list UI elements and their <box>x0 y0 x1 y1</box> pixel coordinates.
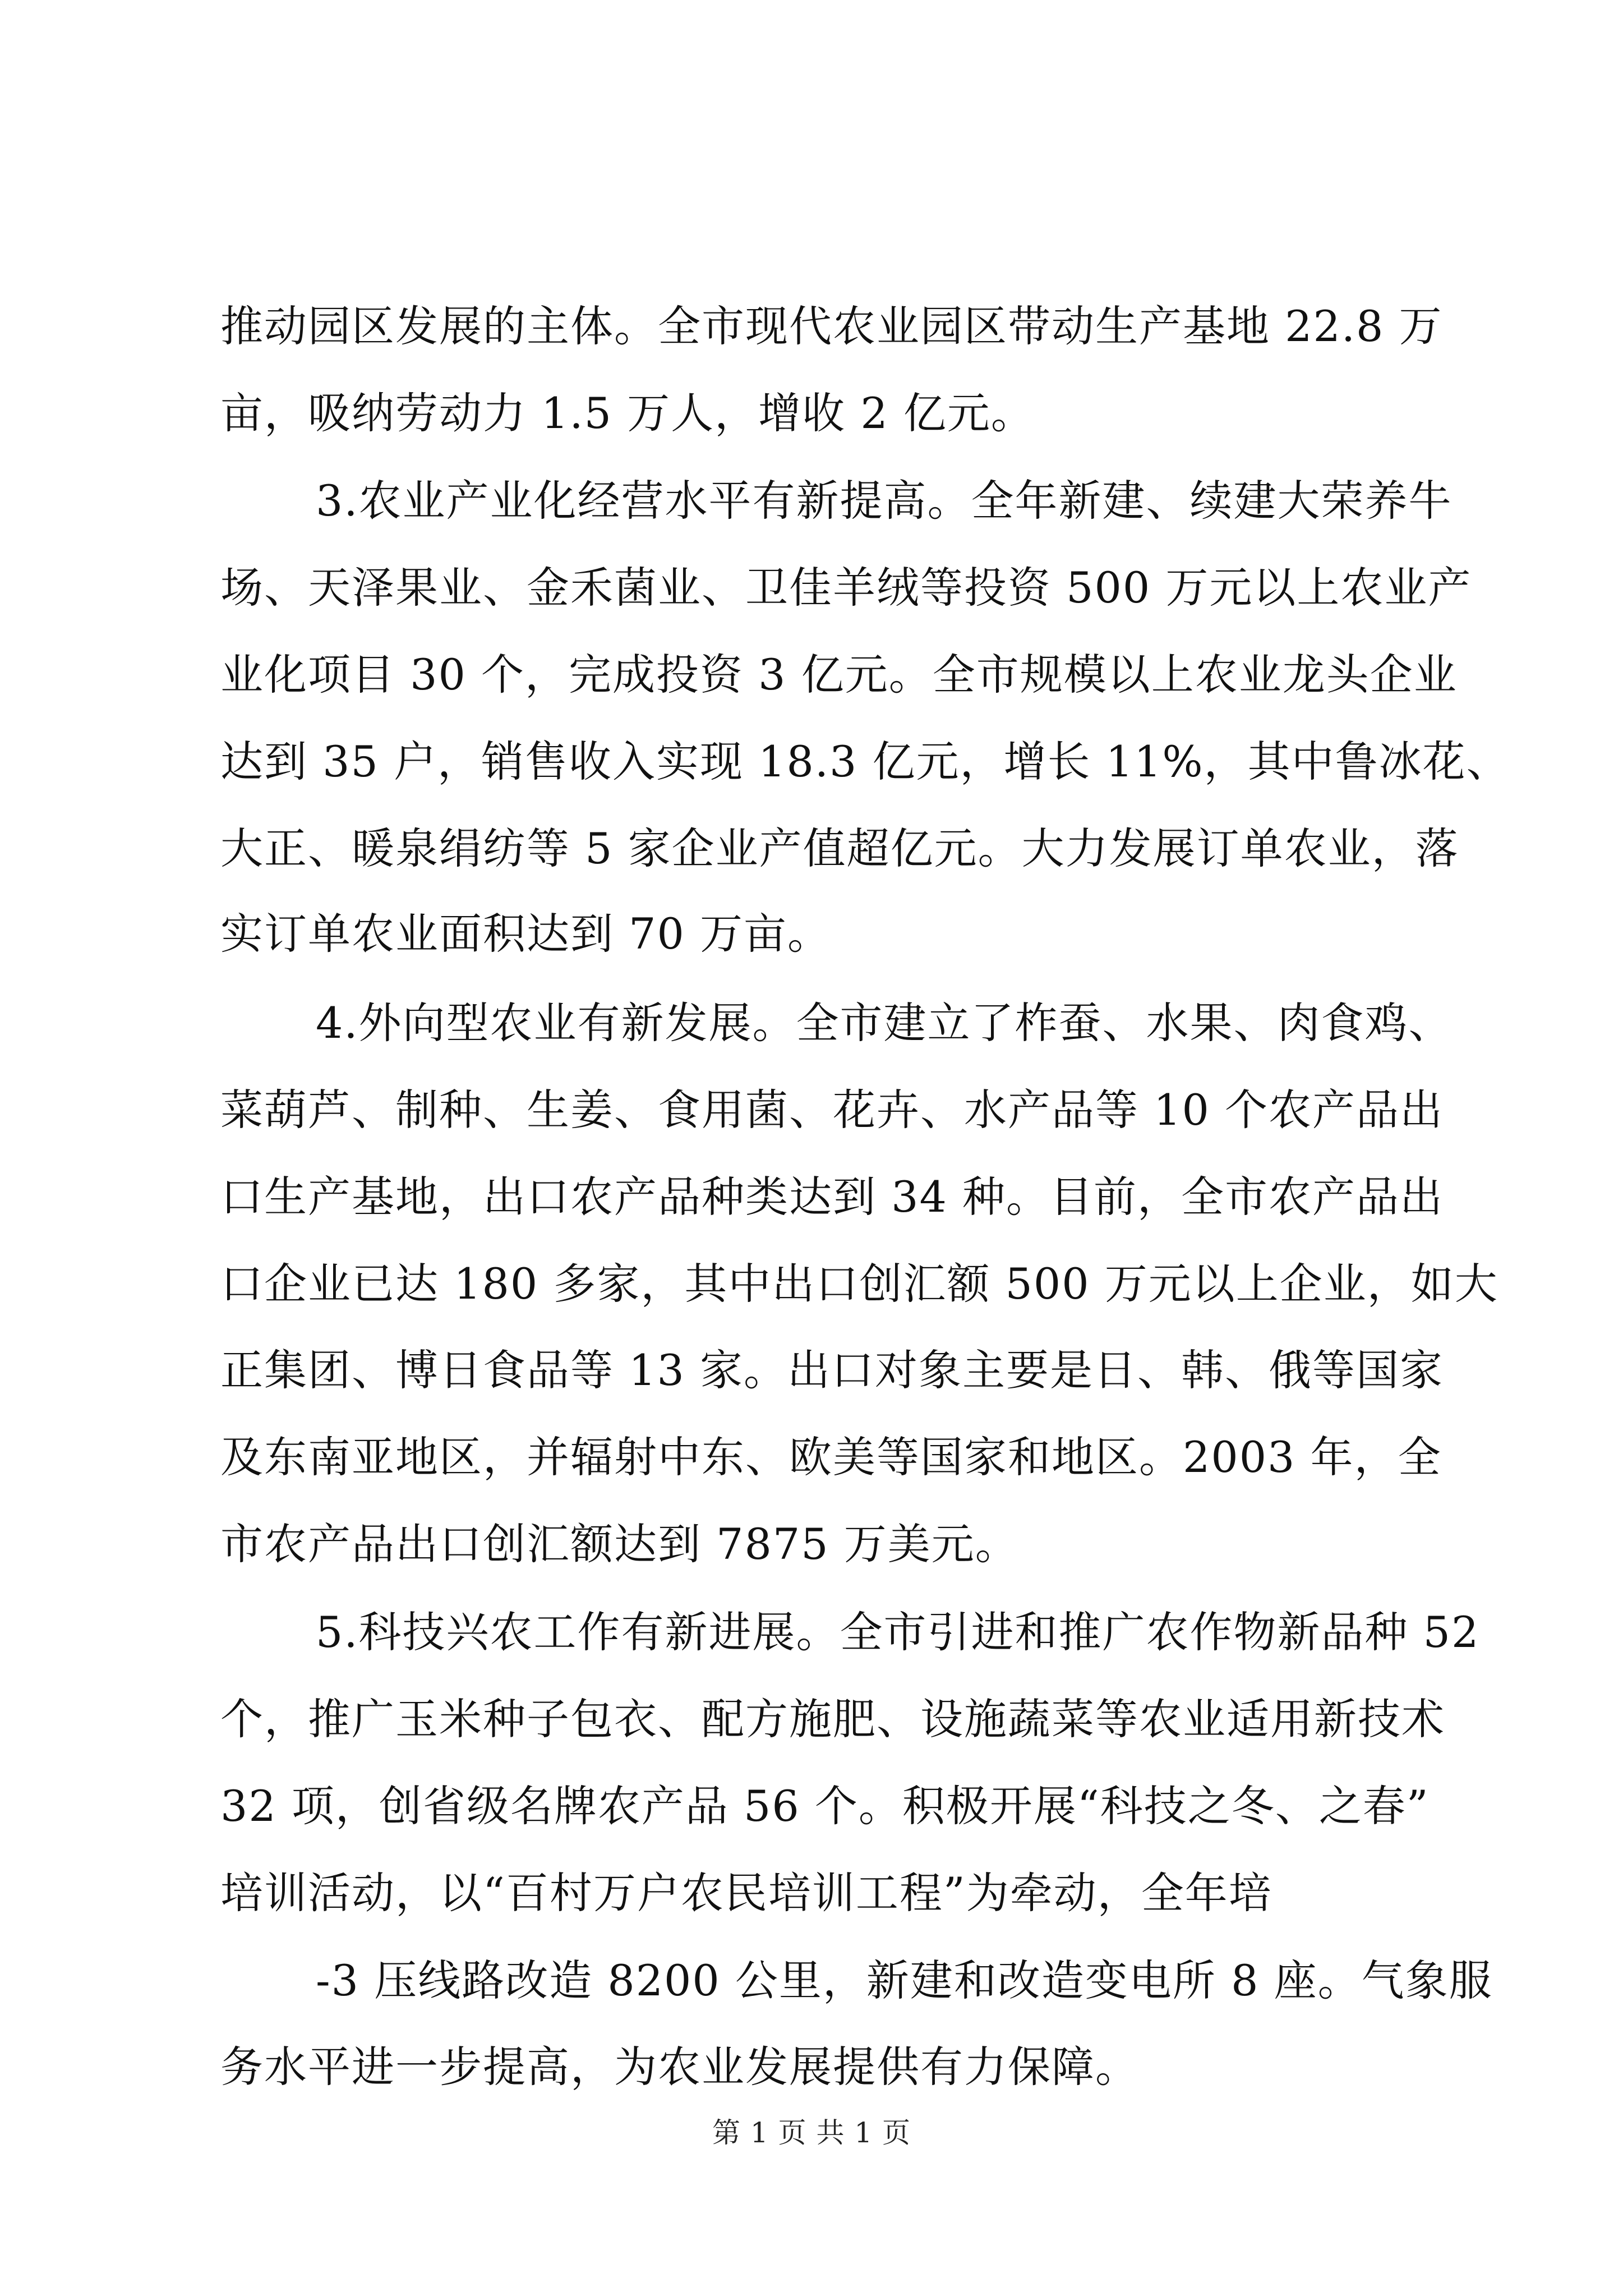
text-line-9: 4.外向型农业有新发展。全市建立了柞蚕、水果、肉食鸡、 <box>316 998 1453 1048</box>
text-line-13: 正集团、博日食品等 13 家。出口对象主要是日、韩、俄等国家 <box>220 1345 1444 1395</box>
text-line-21: 务水平进一步提高，为农业发展提供有力保障。 <box>220 2042 1139 2092</box>
text-line-15: 市农产品出口创汇额达到 7875 万美元。 <box>220 1519 1019 1569</box>
text-line-20: -3 压线路改造 8200 公里，新建和改造变电所 8 座。气象服 <box>316 1955 1493 2005</box>
text-line-3: 3.农业产业化经营水平有新提高。全年新建、续建大荣养牛 <box>316 476 1453 526</box>
text-line-8: 实订单农业面积达到 70 万亩。 <box>220 909 832 959</box>
text-line-5: 业化项目 30 个，完成投资 3 亿元。全市规模以上农业龙头企业 <box>220 650 1458 700</box>
text-line-12: 口企业已达 180 多家，其中出口创汇额 500 万元以上企业，如大 <box>220 1259 1498 1309</box>
text-line-10: 菜葫芦、制种、生姜、食用菌、花卉、水产品等 10 个农产品出 <box>220 1085 1444 1135</box>
text-line-16: 5.科技兴农工作有新进展。全市引进和推广农作物新品种 52 <box>316 1607 1480 1657</box>
text-line-1: 推动园区发展的主体。全市现代农业园区带动生产基地 22.8 万 <box>220 301 1443 351</box>
text-line-4: 场、天泽果业、金禾菌业、卫佳羊绒等投资 500 万元以上农业产 <box>220 563 1472 613</box>
text-line-14: 及东南亚地区，并辐射中东、欧美等国家和地区。2003 年，全 <box>220 1432 1442 1482</box>
text-line-6: 达到 35 户，销售收入实现 18.3 亿元，增长 11%，其中鲁冰花、 <box>220 737 1510 786</box>
text-line-19: 培训活动，以“百村万户农民培训工程”为牵动，全年培 <box>220 1868 1272 1918</box>
text-line-17: 个，推广玉米种子包衣、配方施肥、设施蔬菜等农业适用新技术 <box>220 1694 1445 1744</box>
page-footer: 第 1 页 共 1 页 <box>712 2116 911 2149</box>
text-line-7: 大正、暖泉绢纺等 5 家企业产值超亿元。大力发展订单农业，落 <box>220 823 1459 873</box>
text-line-2: 亩，吸纳劳动力 1.5 万人，增收 2 亿元。 <box>220 388 1035 438</box>
text-line-18: 32 项，创省级名牌农产品 56 个。积极开展“科技之冬、之春” <box>220 1781 1430 1831</box>
text-line-11: 口生产基地，出口农产品种类达到 34 种。目前，全市农产品出 <box>220 1172 1444 1222</box>
